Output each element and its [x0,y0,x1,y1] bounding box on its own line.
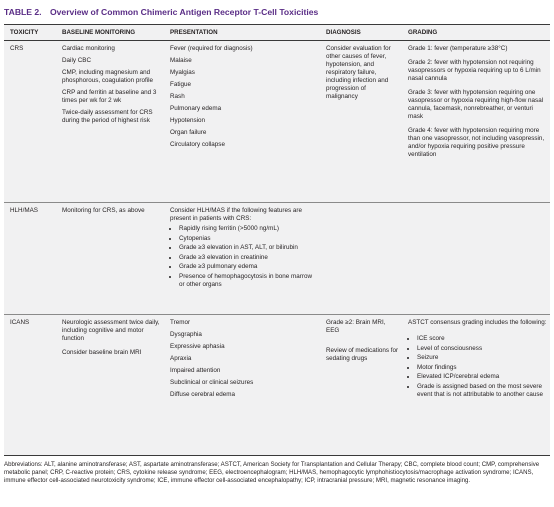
grading-item: Grade 3: fever with hypotension requiring one vasopressor or hypoxia requiring high-flow nasal cannula, facemask, nonrebreather, or venturi mask [408,89,544,120]
list-item: • ICE score [417,335,547,343]
presentation-item: Impaired attention [170,367,221,374]
cell-toxicity-crs: CRS [4,41,56,203]
presentation-item: Fatigue [170,81,192,88]
cell-diagnosis-hlh [320,203,402,315]
table-number: TABLE 2. [4,7,42,17]
presentation-item: Myalgias [170,69,195,76]
presentation-item: Hypotension [170,117,206,124]
cell-baseline-hlh [56,203,164,315]
toxicity-table-frame [4,24,550,456]
list-item: • Presence of hemophagocytosis in bone marrow or other organs [179,273,317,289]
list-item: • Grade ≥3 pulmonary edema [179,263,317,271]
baseline-item: CMP, including magnesium and phosphorous, coagulation profile [62,69,154,84]
table-title-text: Overview of Common Chimeric Antigen Receptor T-Cell Toxicities [49,7,319,17]
list-item: • Level of consciousness [417,345,547,353]
baseline-item: Consider baseline brain MRI [62,349,142,356]
toxicity-table [4,25,550,406]
table-row-hlh-mas [4,203,550,315]
presentation-item: Expressive aphasia [170,343,225,350]
header-toxicity: TOXICITY [4,25,56,41]
grading-intro: ASTCT consensus grading includes the following: [408,319,547,326]
cell-toxicity-icans: ICANS [10,319,30,326]
presentation-item: Subclinical or clinical seizures [170,379,254,386]
presentation-item: Diffuse cerebral edema [170,391,235,398]
cell-diagnosis-crs [320,41,402,203]
presentation-item: Circulatory collapse [170,141,225,148]
cell-toxicity-hlh: HLH/MAS [4,203,56,315]
list-item: • Cytopenias [179,235,317,243]
presentation-item: Dysgraphia [170,331,202,338]
diagnosis-item: Grade ≥2: Brain MRI, EEG [326,319,386,334]
cell-grading-icans [402,315,550,407]
cell-baseline-icans [56,315,164,407]
cell-grading-crs [402,41,550,203]
presentation-item: Pulmonary edema [170,105,222,112]
grading-item: Grade 4: fever with hypotension requiring more than one vasopressor, not including vasopressin, and/or hypoxia requiring positive pressure ventilation [408,127,545,158]
cell-diagnosis-icans [320,315,402,407]
presentation-item: Tremor [170,319,191,326]
presentation-item: Malaise [170,57,192,64]
baseline-item: Twice-daily assessment for CRS during the period of highest risk [62,109,153,124]
grading-bullet-list [408,335,547,399]
cell-grading-hlh [402,203,550,315]
grading-item: Grade 1: fever (temperature ≥38°C) [408,45,508,52]
presentation-intro: Consider HLH/MAS if the following features are present in patients with CRS: [170,207,302,222]
cell-baseline-crs [56,41,164,203]
cell-presentation-crs [164,41,320,203]
table-row-icans [4,315,550,407]
cell-presentation-icans [164,315,320,407]
baseline-item: CRP and ferritin at baseline and 3 times per wk for 2 wk [62,89,157,104]
presentation-item: Rash [170,93,185,100]
header-grading: GRADING [402,25,550,41]
presentation-bullet-list [170,225,317,289]
diagnosis-item: Review of medications for sedating drugs [326,347,399,362]
list-item: • Grade ≥3 elevation in creatinine [179,254,317,262]
list-item: • Seizure [417,354,547,362]
diagnosis-item: Consider evaluation for other causes of fever, hypotension, and respiratory failure, including infection and progression of malignancy [326,45,391,100]
header-diagnosis: DIAGNOSIS [320,25,402,41]
list-item: • Motor findings [417,364,547,372]
abbreviations-footnote: Abbreviations: ALT, alanine aminotransferase; AST, aspartate aminotransferase; ASTCT, American Society for Transplantation and Cellular Therapy; CBC, complete blood count; CMP, comprehensive metabolic panel; CRP, C-reactive protein; CRS, cytokine release syndrome; EEG, electroencephalogram; HLH/MAS, hemophagocytic lymphohistiocytosis/macrophage activation syndrome; ICANS, immune effector cell-associated neurotoxicity syndrome; ICE, immune effector cell-associated encephalopathy; ICP, intracranial pressure; MRI, magnetic resonance imaging. [4,461,540,484]
presentation-item: Apraxia [170,355,192,362]
baseline-item: Neurologic assessment twice daily, including cognitive and motor function [62,319,160,342]
list-item: • Rapidly rising ferritin (>5000 ng/mL) [179,225,317,233]
list-item: • Grade ≥3 elevation in AST, ALT, or bilirubin [179,244,317,252]
grading-item: Grade 2: fever with hypotension not requiring vasopressors or hypoxia requiring up to 6 L/min nasal cannula [408,59,541,82]
list-item: • Elevated ICP/cerebral edema [417,373,547,381]
baseline-item: Daily CBC [62,57,92,64]
table-title [4,2,318,22]
baseline-item: Cardiac monitoring [62,45,115,52]
table-header-row [4,25,550,41]
baseline-item: Monitoring for CRS, as above [62,207,145,214]
table-row-crs [4,41,550,203]
header-baseline-monitoring: BASELINE MONITORING [56,25,164,41]
cell-presentation-hlh [164,203,320,315]
list-item: • Grade is assigned based on the most severe event that is not attributable to another cause [417,383,547,399]
presentation-item: Fever (required for diagnosis) [170,45,253,52]
presentation-item: Organ failure [170,129,207,136]
header-presentation: PRESENTATION [164,25,320,41]
